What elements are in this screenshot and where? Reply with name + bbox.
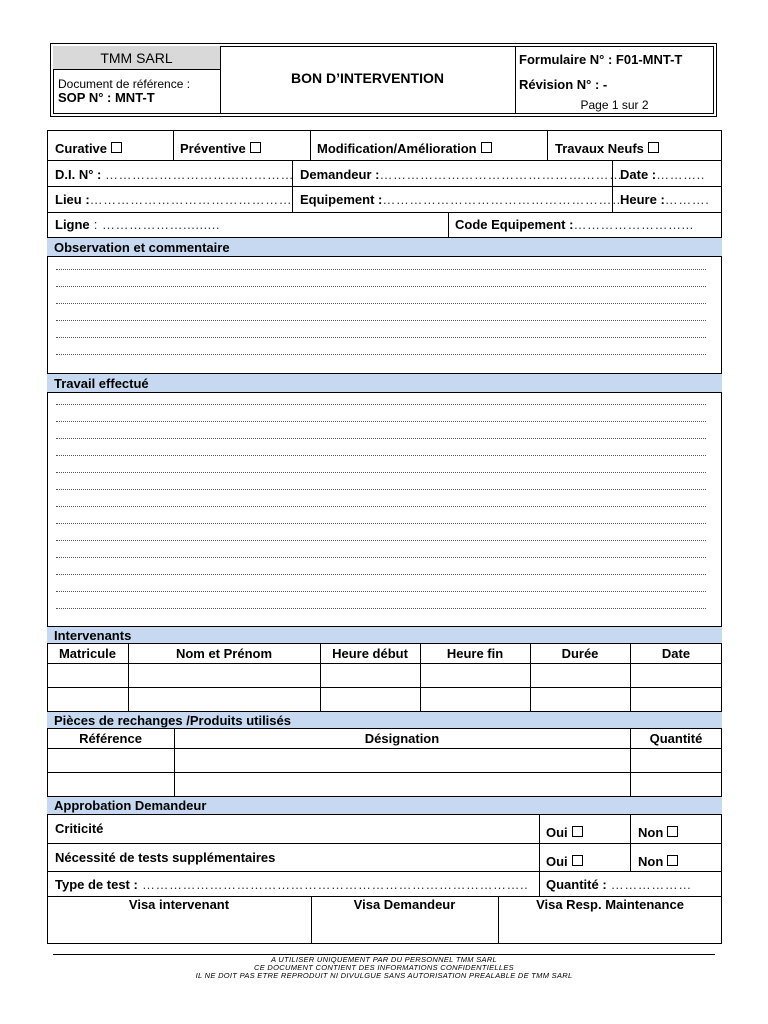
col-heure-debut: Heure début [332,646,408,661]
oui-label: Oui [546,854,568,869]
type-test-label: Type de test : [55,877,138,892]
curative-checkbox[interactable] [111,142,122,153]
preventive-checkbox[interactable] [250,142,261,153]
cell-divider [547,130,548,160]
modification-label: Modification/Amélioration [317,141,477,156]
code-equipement-label: Code Equipement : [455,217,574,232]
tests-non[interactable] [638,854,678,869]
revision-number: Révision N° : - [519,77,608,92]
cell-divider [539,815,540,896]
ligne-label: Ligne [55,217,90,232]
travail-line[interactable] [56,540,706,541]
form-number: Formulaire N° : F01-MNT-T [519,52,683,67]
table-row[interactable] [47,663,722,687]
footer-line-3: IL NE DOIT PAS ETRE REPRODUIT NI DIVULGUE SANS AUTORISATION PREALABLE DE TMM SARL [195,971,573,980]
cell-divider [310,130,311,160]
observation-line[interactable] [56,303,706,304]
travail-line[interactable] [56,489,706,490]
curative-label: Curative [55,141,108,156]
type-travaux-neufs[interactable] [555,141,659,156]
observation-line[interactable] [56,337,706,338]
col-matricule: Matricule [58,646,117,661]
table-row[interactable] [47,687,722,711]
non-label: Non [638,854,664,869]
row-divider [47,212,722,213]
date-field[interactable] [620,167,705,182]
di-field[interactable] [55,167,294,182]
section-observation: Observation et commentaire [47,237,722,257]
cell-divider [448,212,449,237]
document-title: BON D’INTERVENTION [291,70,444,86]
footer-line-1: A UTILISER UNIQUEMENT PAR DU PERSONNEL TMM SARL [270,955,498,964]
reference-block [58,77,190,105]
criticite-oui[interactable] [546,825,583,840]
heure-label: Heure : [620,192,665,207]
footer-line-2: CE DOCUMENT CONTIENT DES INFORMATIONS CONFIDENTIELLES [254,963,514,972]
observation-line[interactable] [56,320,706,321]
type-test-dots: ………………………………………………………………………….. [137,877,529,892]
col-reference: Référence [79,731,142,746]
visa-demandeur[interactable]: Visa Demandeur [353,897,456,912]
col-duree: Durée [561,646,599,661]
col-heure-fin: Heure fin [446,646,504,661]
visa-maintenance[interactable]: Visa Resp. Maintenance [536,897,684,912]
section-pieces: Pièces de rechanges /Produits utilisés [47,711,722,729]
code-equipement-dots: ……………………... [573,217,694,232]
col-date: Date [661,646,691,661]
tests-label: Nécessité de tests supplémentaires [55,850,276,865]
lieu-dots: ……………………………………… [89,192,293,207]
criticite-oui-checkbox[interactable] [572,826,583,837]
demandeur-field[interactable] [300,167,622,182]
row-divider [47,160,722,161]
travail-line[interactable] [56,591,706,592]
code-equipement-field[interactable] [455,217,694,232]
table-row[interactable] [47,748,722,772]
row-divider [47,843,722,844]
equipement-label: Equipement : [300,192,383,207]
page-number: Page 1 sur 2 [580,98,649,112]
travaux-label: Travaux Neufs [555,141,644,156]
travail-line[interactable] [56,574,706,575]
date-label: Date : [620,167,657,182]
col-designation: Désignation [364,731,440,746]
row-divider [47,871,722,872]
criticite-label: Criticité [55,821,104,836]
date-dots: ……….. [656,167,705,182]
di-label: D.I. N° : [55,167,102,182]
type-test-field[interactable] [55,877,528,892]
table-row[interactable] [47,772,722,796]
travail-line[interactable] [56,506,706,507]
type-curative[interactable] [55,141,122,156]
section-approbation: Approbation Demandeur [47,796,722,815]
travail-line[interactable] [56,404,706,405]
tests-non-checkbox[interactable] [667,855,678,866]
observation-line[interactable] [56,269,706,270]
equipement-field[interactable] [300,192,625,207]
equipement-dots: ……………………………………………… [382,192,626,207]
lieu-field[interactable] [55,192,292,207]
reference-label: Document de référence : [58,77,191,91]
oui-label: Oui [546,825,568,840]
di-dots: …………………………………… [105,167,294,182]
row-divider [47,186,722,187]
visa-intervenant[interactable]: Visa intervenant [128,897,230,912]
preventive-label: Préventive [180,141,246,156]
col-quantite: Quantité [649,731,703,746]
tests-oui-checkbox[interactable] [572,855,583,866]
type-preventive[interactable] [180,141,261,156]
travail-line[interactable] [56,455,706,456]
heure-field[interactable] [620,192,709,207]
cell-divider [173,130,174,160]
quantite-label: Quantité : [546,877,607,892]
demandeur-label: Demandeur : [300,167,380,182]
sop-number: SOP N° : MNT-T [58,90,155,105]
observation-line[interactable] [56,354,706,355]
quantite-dots: ……………… [606,877,692,892]
ligne-dots: : ………………......... [89,217,221,232]
non-label: Non [638,825,664,840]
travail-line[interactable] [56,438,706,439]
modification-checkbox[interactable] [481,142,492,153]
lieu-label: Lieu : [55,192,90,207]
criticite-non[interactable] [638,825,678,840]
ligne-field[interactable] [55,217,220,232]
section-intervenants: Intervenants [47,626,722,644]
quantite-field[interactable] [546,877,692,892]
demandeur-dots: ……………………………………………… [379,167,623,182]
travail-line[interactable] [56,421,706,422]
col-nom-prenom: Nom et Prénom [175,646,273,661]
observation-line[interactable] [56,286,706,287]
type-modification[interactable] [317,141,492,156]
criticite-non-checkbox[interactable] [667,826,678,837]
travail-line[interactable] [56,472,706,473]
tests-oui[interactable] [546,854,583,869]
company-name: TMM SARL [53,46,220,70]
travaux-checkbox[interactable] [648,142,659,153]
travail-line[interactable] [56,557,706,558]
section-travail: Travail effectué [47,373,722,393]
heure-dots: ………. [664,192,710,207]
travail-line[interactable] [56,608,706,609]
travail-line[interactable] [56,523,706,524]
